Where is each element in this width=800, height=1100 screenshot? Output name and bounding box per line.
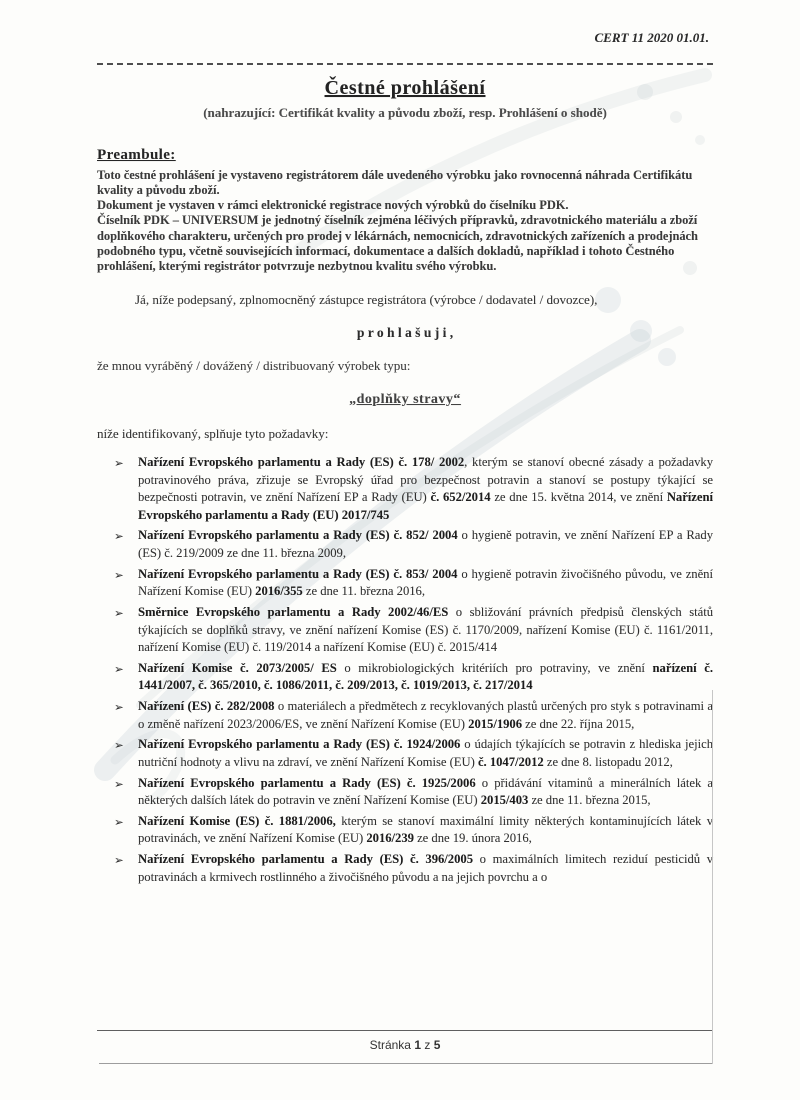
preambule-paragraphs bbox=[97, 168, 713, 274]
requirement-item bbox=[97, 851, 713, 886]
requirement-item bbox=[97, 660, 713, 695]
bullet-arrow-icon: ➢ bbox=[114, 700, 124, 714]
requirement-item bbox=[97, 454, 713, 525]
bullet-arrow-icon: ➢ bbox=[114, 455, 124, 470]
preambule-paragraph: Dokument je vystaven v rámci elektronické registrace nových výrobků do číselníku PDK. bbox=[97, 198, 569, 213]
preambule-heading: Preambule: bbox=[97, 147, 176, 163]
preambule-paragraph: Číselník PDK – UNIVERSUM je jednotný číselník zejména léčivých přípravků, zdravotnického materiálu a zboží doplňkového charakteru, určených pro prodej v lékárnách, nemocnicích, zdravotnických zařízeních a prodejnách podobného typu, včetně souvisejících informací, dokumentace a dalších dokladů, například i tohoto Čestného prohlášení, kterými registrátor potvrzuje nezbytnou kvalitu svého výrobku. bbox=[97, 213, 698, 273]
requirements-list bbox=[97, 454, 713, 886]
requirement-item bbox=[97, 527, 713, 562]
bullet-arrow-icon: ➢ bbox=[114, 738, 124, 753]
footer-total-pages: 5 bbox=[433, 1038, 441, 1052]
document-reference: CERT 11 2020 01.01. bbox=[594, 30, 709, 45]
requirement-item bbox=[97, 775, 713, 810]
scan-edge-right bbox=[712, 690, 713, 1064]
requirements-intro: níže identifikovaný, splňuje tyto požadavky: bbox=[97, 425, 329, 441]
declaration-verb: p r o h l a š u j i , bbox=[356, 324, 454, 340]
requirement-text: Nařízení Komise (ES) č. 1881/2006, kterým se stanoví maximální limity některých kontaminujících látek v potravinách, ve znění Nařízení Komise (EU) 2016/239 ze dne 19. února 2016, bbox=[138, 813, 713, 846]
footer-page-number: 1 bbox=[414, 1038, 422, 1052]
declaration-intro: Já, níže podepsaný, zplnomocněný zástupce registrátora (výrobce / dodavatel / dovozce), bbox=[135, 291, 598, 307]
bullet-arrow-icon: ➢ bbox=[114, 853, 124, 867]
requirement-item bbox=[97, 698, 713, 733]
bullet-arrow-icon: ➢ bbox=[114, 567, 124, 582]
requirement-text: Směrnice Evropského parlamentu a Rady 2002/46/ES o sbližování právních předpisů členských států týkajících se doplňků stravy, ve znění nařízení Komise (ES) č. 1170/2009, nařízení Komise (EU) č. 1161/2011, nařízení Komise (EU) č. 119/2014 a nařízení Komise (EU) č. 2015/414 bbox=[138, 604, 713, 655]
requirement-text: Nařízení Komise č. 2073/2005/ ES o mikrobiologických kritériích pro potraviny, ve znění nařízení č. 1441/2007, č. 365/2010, č. 1086/2011, č. 209/2013, č. 1019/2013, č. 217/2014 bbox=[138, 660, 713, 693]
requirement-item bbox=[97, 566, 713, 601]
requirement-text: Nařízení Evropského parlamentu a Rady (ES) č. 852/ 2004 o hygieně potravin, ve znění Nařízení EP a Rady (ES) č. 219/2009 ze dne 11. března 2009, bbox=[138, 528, 713, 560]
bullet-arrow-icon: ➢ bbox=[114, 529, 124, 544]
product-type: „doplňky stravy“ bbox=[349, 391, 461, 407]
bullet-arrow-icon: ➢ bbox=[114, 661, 124, 676]
requirement-text: Nařízení Evropského parlamentu a Rady (ES) č. 396/2005 o maximálních limitech reziduí pesticidů v potravinách a krmivech rostlinného a živočišného původu a na jejich povrchu a o bbox=[138, 852, 713, 884]
bullet-arrow-icon: ➢ bbox=[114, 776, 124, 791]
product-type-line: že mnou vyráběný / dovážený / distribuovaný výrobek typu: bbox=[97, 357, 411, 373]
requirement-text: Nařízení Evropského parlamentu a Rady (ES) č. 1924/2006 o údajích týkajících se potravin z hlediska jejich nutriční hodnoty a vlivu na zdraví, ve znění Nařízení Komise (EU) č. 1047/2012 ze dne 8. listopadu 2012, bbox=[138, 737, 713, 769]
requirement-item bbox=[97, 813, 713, 848]
bullet-arrow-icon: ➢ bbox=[114, 814, 124, 829]
preambule-paragraph: Toto čestné prohlášení je vystaveno registrátorem dále uvedeného výrobku jako rovnocenná náhrada Certifikátu kvality a původu zboží. bbox=[97, 168, 693, 198]
requirement-text: Nařízení Evropského parlamentu a Rady (ES) č. 1925/2006 o přidávání vitaminů a minerálních látek a některých dalších látek do potravin ve znění Nařízení Komise (EU) 2015/403 ze dne 11. března 2015, bbox=[138, 775, 713, 808]
document-body bbox=[97, 30, 713, 889]
page-footer bbox=[97, 1030, 713, 1052]
scan-edge-bottom bbox=[99, 1063, 713, 1064]
document-subtitle: (nahrazující: Certifikát kvality a původu zboží, resp. Prohlášení o shodě) bbox=[203, 105, 607, 120]
requirement-text: Nařízení (ES) č. 282/2008 o materiálech a předmětech z recyklovaných plastů určených pro styk s potravinami a o změně nařízení 2023/2006/ES, ve znění Nařízení Komise (EU) 2015/1906 ze dne 22. října 2015, bbox=[138, 699, 713, 731]
document-title: Čestné prohlášení bbox=[324, 77, 486, 99]
requirement-item bbox=[97, 604, 713, 657]
footer-of-label: z bbox=[421, 1038, 434, 1052]
requirement-text: Nařízení Evropského parlamentu a Rady (ES) č. 178/ 2002, kterým se stanoví obecné zásady a požadavky potravinového práva, zřizuje se Evropský úřad pro bezpečnost potravin a stanoví se postupy týkající se bezpečnosti potravin, ve znění Nařízení EP a Rady (EU) č. 652/2014 ze dne 15. května 2014, ve znění Nařízení Evropského parlamentu a Rady (EU) 2017/745 bbox=[138, 454, 713, 522]
bullet-arrow-icon: ➢ bbox=[114, 605, 124, 620]
requirement-text: Nařízení Evropského parlamentu a Rady (ES) č. 853/ 2004 o hygieně potravin živočišného původu, ve znění Nařízení Komise (EU) 2016/355 ze dne 11. března 2016, bbox=[138, 566, 713, 599]
dashed-divider bbox=[97, 63, 713, 65]
footer-label: Stránka bbox=[369, 1038, 415, 1052]
requirement-item bbox=[97, 736, 713, 771]
